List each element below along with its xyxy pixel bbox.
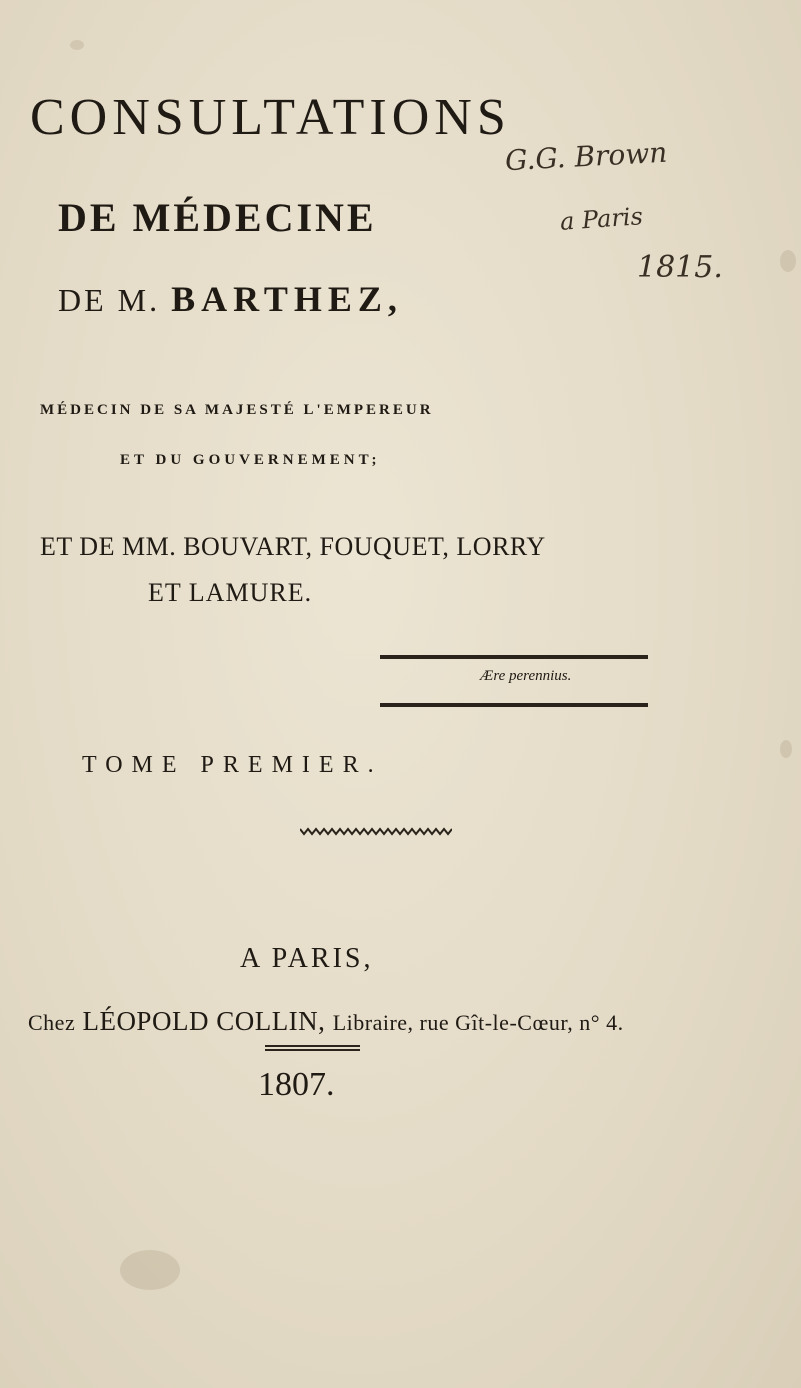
imprint-publisher <box>28 1006 624 1037</box>
handwritten-note-1: G.G. Brown <box>504 135 669 178</box>
imprint-place: A PARIS, <box>240 943 374 974</box>
title-line-2: DE MÉDECINE <box>58 195 377 240</box>
coauthors-line-1: ET DE MM. BOUVART, FOUQUET, LORRY <box>40 532 546 561</box>
title-line-1: CONSULTATIONS <box>30 89 511 146</box>
handwritten-note-3: 1815. <box>637 250 723 285</box>
foxing-spot <box>120 1250 180 1290</box>
foxing-spot <box>70 40 84 50</box>
publisher-prefix: Chez <box>28 1010 76 1035</box>
ornament-rule <box>300 826 452 836</box>
author-prefix: DE M. <box>58 282 161 318</box>
foxing-spot <box>780 250 796 272</box>
author-title-line-2: ET DU GOUVERNEMENT; <box>120 452 381 468</box>
author-title-line-1: MÉDECIN DE SA MAJESTÉ L'EMPEREUR <box>40 402 434 418</box>
volume-label: TOME PREMIER. <box>82 752 383 778</box>
foxing-spot <box>780 740 792 758</box>
motto: Ære perennius. <box>480 668 572 684</box>
publisher-address: Libraire, rue Gît-le-Cœur, n° 4. <box>332 1010 624 1035</box>
author-name: BARTHEZ, <box>171 279 403 319</box>
imprint-year: 1807. <box>258 1066 335 1103</box>
imprint-double-rule <box>265 1045 360 1051</box>
motto-frame <box>380 655 648 707</box>
motto-rule-bottom <box>380 703 648 707</box>
coauthors-line-2: ET LAMURE. <box>148 578 313 607</box>
author-line <box>58 278 403 320</box>
motto-rule-top <box>380 655 648 659</box>
handwritten-note-2: a Paris <box>559 202 644 236</box>
publisher-name: LÉOPOLD COLLIN, <box>82 1006 326 1036</box>
